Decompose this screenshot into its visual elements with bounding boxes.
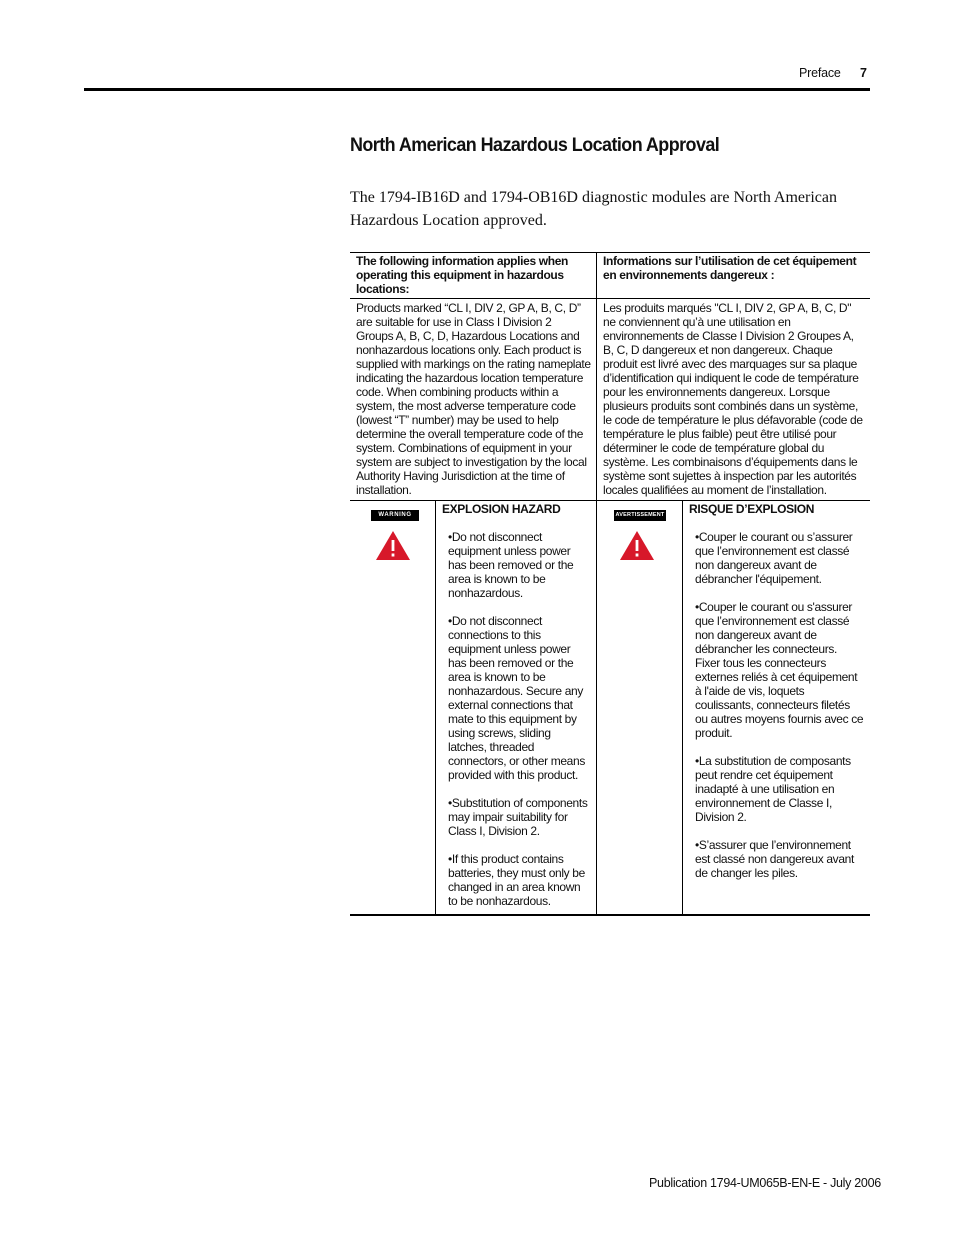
hazardous-location-table bbox=[350, 252, 870, 916]
table-heading-row bbox=[350, 253, 870, 298]
list-item: •S’assurer que l’environnement est classé non dangereux avant de changer les piles. bbox=[695, 838, 854, 880]
table-body-row bbox=[350, 298, 870, 500]
list-item: •La substitution de composants peut rendre cet équipement inadapté à une utilisation en environnement de Classe I, Division 2. bbox=[695, 754, 851, 824]
english-warning-list bbox=[442, 530, 590, 908]
list-item: •Couper le courant ou s’assurer que l’environnement est classé non dangereux avant de débrancher l'équipement. bbox=[695, 530, 853, 586]
french-warning-icon-cell bbox=[597, 501, 683, 914]
section-title: North American Hazardous Location Approval bbox=[350, 134, 720, 156]
intro-paragraph: The 1794-IB16D and 1794-OB16D diagnostic modules are North American Hazardous Location approved. bbox=[350, 189, 838, 229]
risque-explosion-heading: RISQUE D’EXPLOSION bbox=[689, 502, 815, 516]
list-item: •Do not disconnect equipment unless power has been removed or the area is known to be nonhazardous. bbox=[448, 530, 574, 600]
avertissement-badge: AVERTISSEMENT bbox=[614, 510, 666, 521]
french-warning-text-cell bbox=[683, 501, 870, 914]
list-item: •Do not disconnect connections to this equipment unless power has been removed or the area is known to be nonhazardous. Secure any external connections that mate to this equipment by using screws, sliding latches, threaded connectors, or other means provided with this product. bbox=[448, 614, 585, 782]
explosion-hazard-heading: EXPLOSION HAZARD bbox=[442, 502, 561, 516]
list-item: •Substitution of components may impair suitability for Class I, Division 2. bbox=[448, 796, 588, 838]
french-warning-list bbox=[689, 530, 864, 880]
header-section-label: Preface bbox=[799, 66, 841, 80]
french-heading: Informations sur l’utilisation de cet équipement en environnements dangereux : bbox=[603, 254, 857, 282]
list-item: •If this product contains batteries, they must only be changed in an area known to be nonhazardous. bbox=[448, 852, 585, 908]
page-number: 7 bbox=[860, 66, 867, 80]
table-warning-row bbox=[350, 500, 870, 914]
warning-triangle-icon bbox=[375, 530, 411, 561]
english-body: Products marked “CL I, DIV 2, GP A, B, C, D” are suitable for use in Class I Division 2 Groups A, B, C, D, Hazardous Locations and nonhazardous locations only. Each product is supplied with markings on the rating nameplate indicating the hazardous location temperature code. When combining products within a system, the most adverse temperature code (lowest “T” number) may be used to help determine the overall temperature code of the system. Combinations of equipment in your system are subject to investigation by the local Authority Having Jurisdiction at the time of installation. bbox=[350, 299, 597, 500]
english-warning-text-cell bbox=[436, 501, 597, 914]
list-item: •Couper le courant ou s'assurer que l’environnement est classé non dangereux avant de débrancher les connecteurs. Fixer tous les connecteurs externes reliés à cet équipement à l'aide de vis, loquets coulissants, connecteurs filetés ou autres moyens fournis avec ce produit. bbox=[695, 600, 864, 740]
french-body: Les produits marqués "CL I, DIV 2, GP A, B, C, D" ne conviennent qu’à une utilisation en environnements de Classe I Division 2 Groupes A, B, C, D dangereux et non dangereux. Chaque produit est livré avec des marquages sur sa plaque d’identification qui indiquent le code de température pour les environnements dangereux. Lorsque plusieurs produits sont combinés dans un système, le code de température le plus défavorable (code de température le plus faible) peut être utilisé pour déterminer le code de température global du système. Les combinaisons d’équipements dans le système sont sujettes à inspection par les autorités locales qualifiées au moment de l’installation. bbox=[603, 301, 863, 497]
english-warning-icon-cell bbox=[350, 501, 436, 914]
publication-footer: Publication 1794-UM065B-EN-E - July 2006 bbox=[649, 1176, 881, 1190]
header-rule bbox=[84, 88, 870, 91]
english-heading: The following information applies when operating this equipment in hazardous locations: bbox=[350, 253, 597, 298]
warning-triangle-icon bbox=[619, 530, 655, 561]
warning-badge: WARNING bbox=[371, 510, 419, 521]
